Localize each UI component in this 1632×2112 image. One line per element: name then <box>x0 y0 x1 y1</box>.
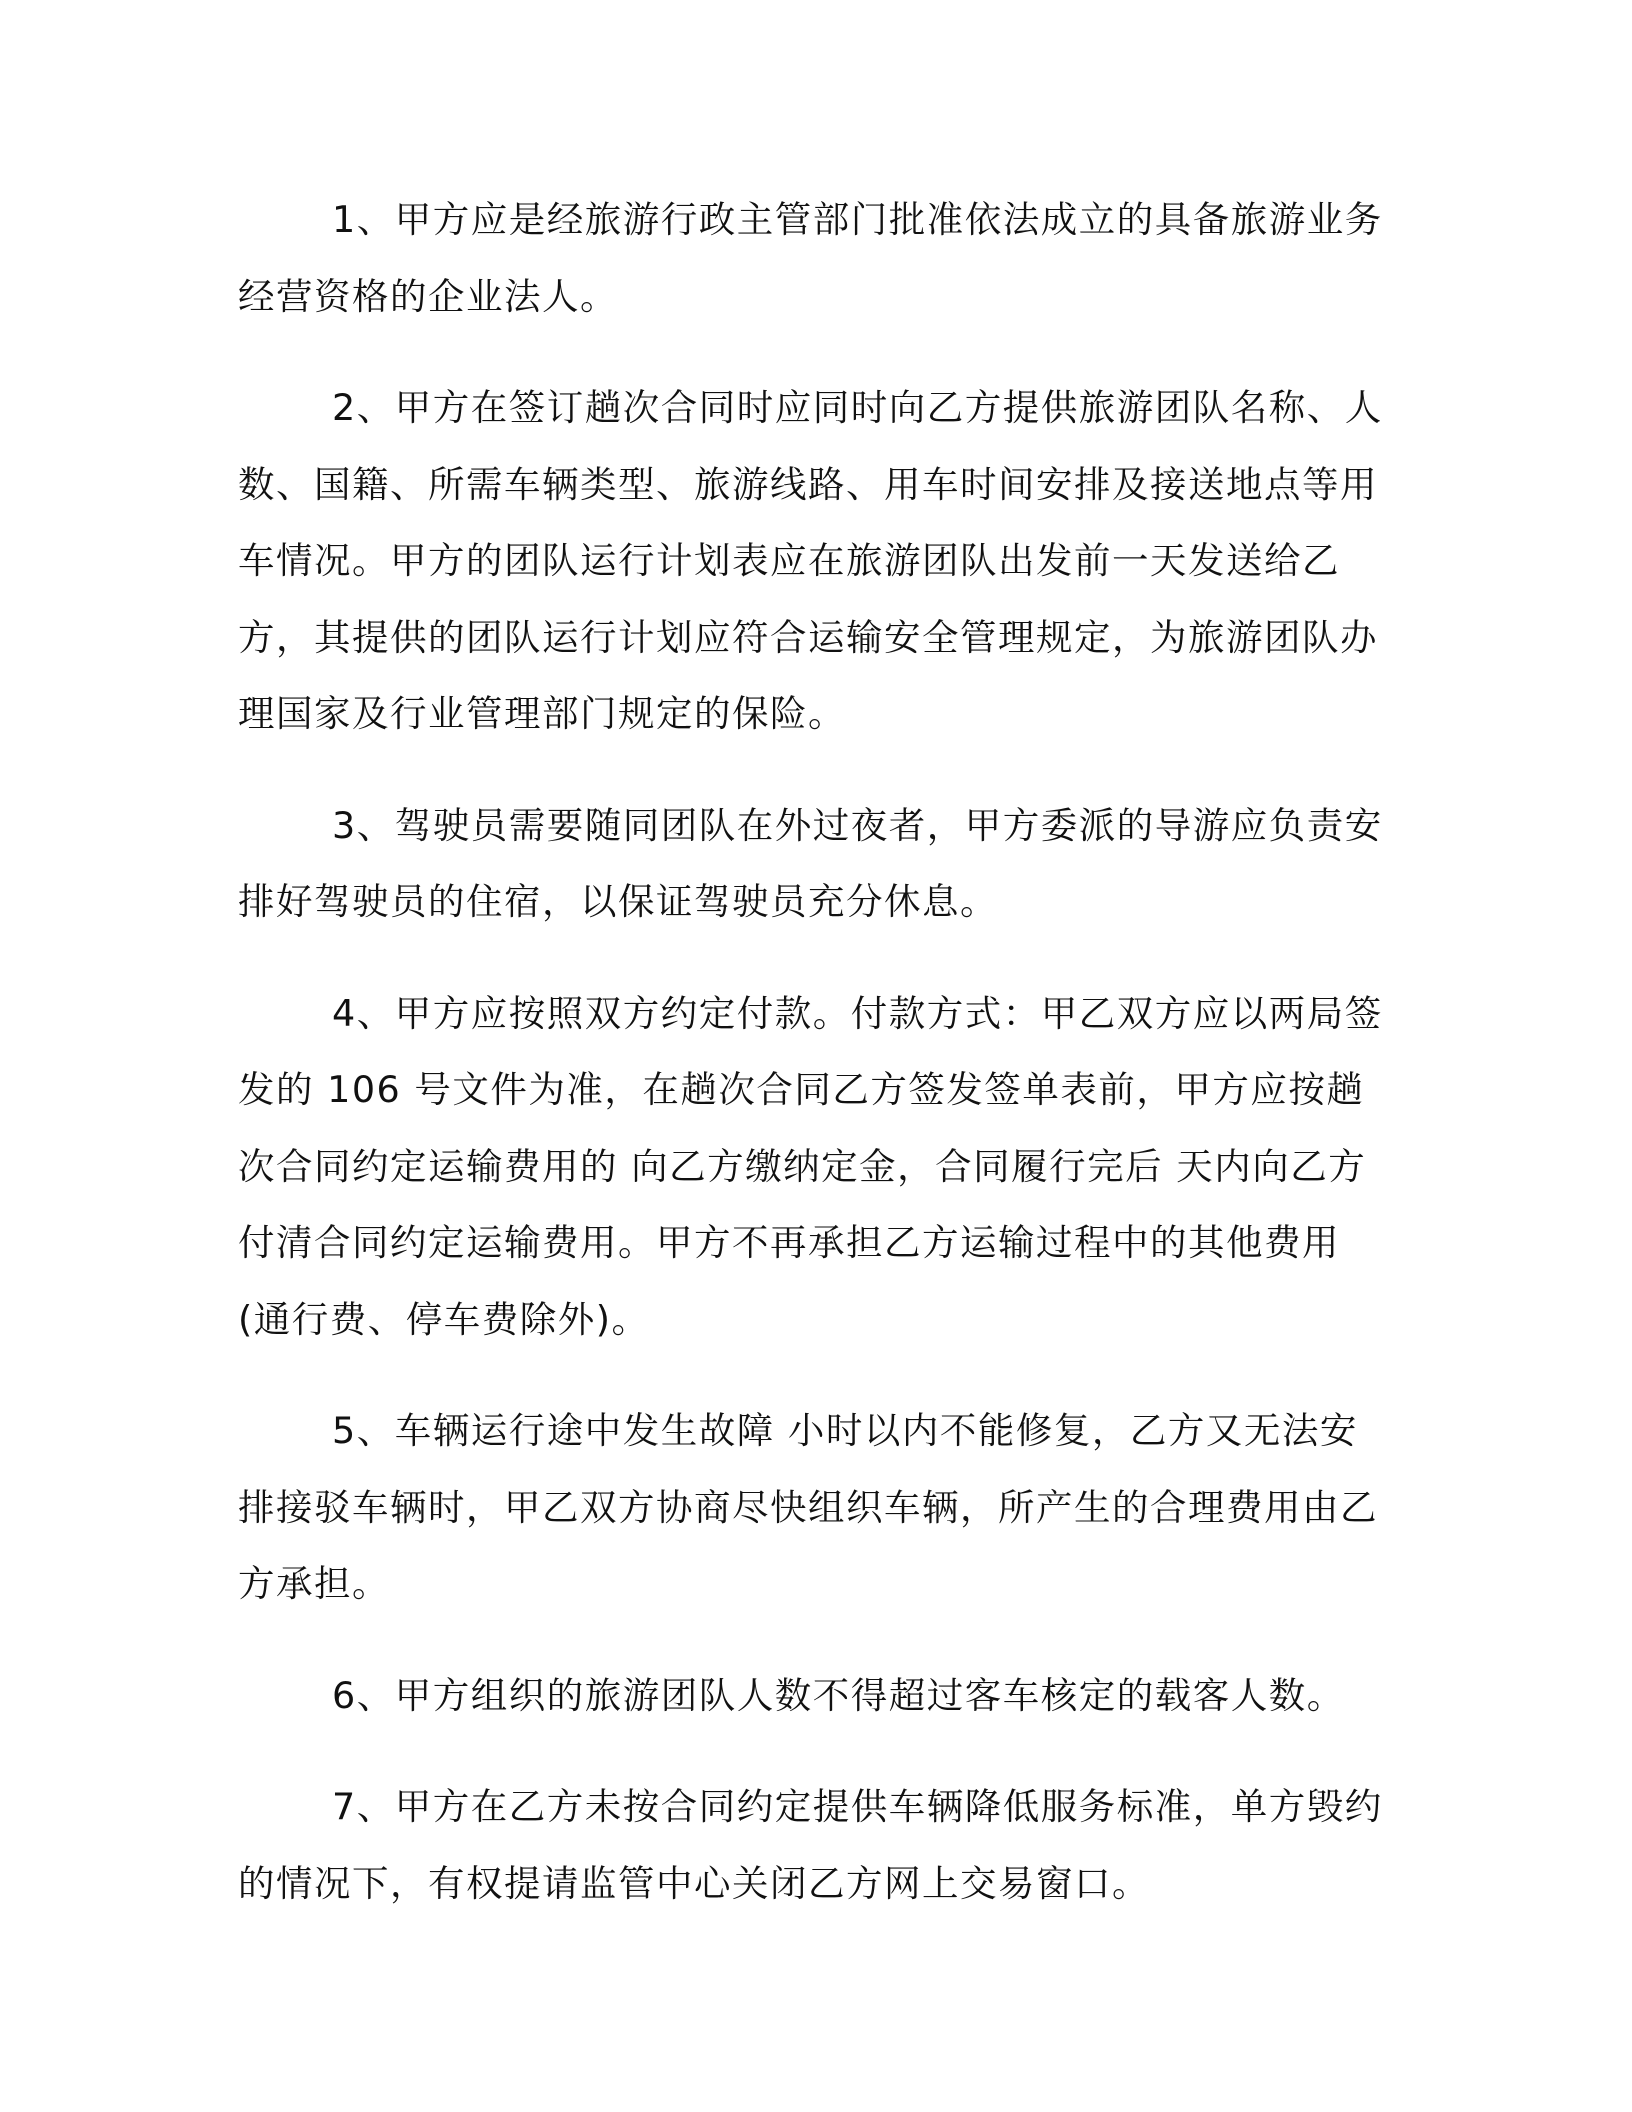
clause-7: 7、甲方在乙方未按合同约定提供车辆降低服务标准，单方毁约的情况下，有权提请监管中心关闭乙方网上交易窗口。 <box>238 1785 1383 1905</box>
clause-5: 5、车辆运行途中发生故障 小时以内不能修复，乙方又无法安排接驳车辆时，甲乙双方协商尽快组织车辆，所产生的合理费用由乙方承担。 <box>238 1409 1378 1605</box>
document-body <box>238 182 1388 1957</box>
clause-6: 6、甲方组织的旅游团队人数不得超过客车核定的载客人数。 <box>332 1673 1345 1717</box>
clause-3: 3、驾驶员需要随同团队在外过夜者，甲方委派的导游应负责安排好驾驶员的住宿，以保证驾驶员充分休息。 <box>238 803 1383 923</box>
clause-2: 2、甲方在签订趟次合同时应同时向乙方提供旅游团队名称、人数、国籍、所需车辆类型、旅游线路、用车时间安排及接送地点等用车情况。甲方的团队运行计划表应在旅游团队出发前一天发送给乙方，其提供的团队运行计划应符合运输安全管理规定，为旅游团队办理国家及行业管理部门规定的保险。 <box>238 386 1383 735</box>
clause-4: 4、甲方应按照双方约定付款。付款方式：甲乙双方应以两局签发的 106 号文件为准，在趟次合同乙方签发签单表前，甲方应按趟次合同约定运输费用的 向乙方缴纳定金，合同履行完后 天内向乙方付清合同约定运输费用。甲方不再承担乙方运输过程中的其他费用(通行费、停车费除外)。 <box>238 991 1383 1341</box>
clause-1: 1、甲方应是经旅游行政主管部门批准依法成立的具备旅游业务经营资格的企业法人。 <box>238 198 1383 318</box>
